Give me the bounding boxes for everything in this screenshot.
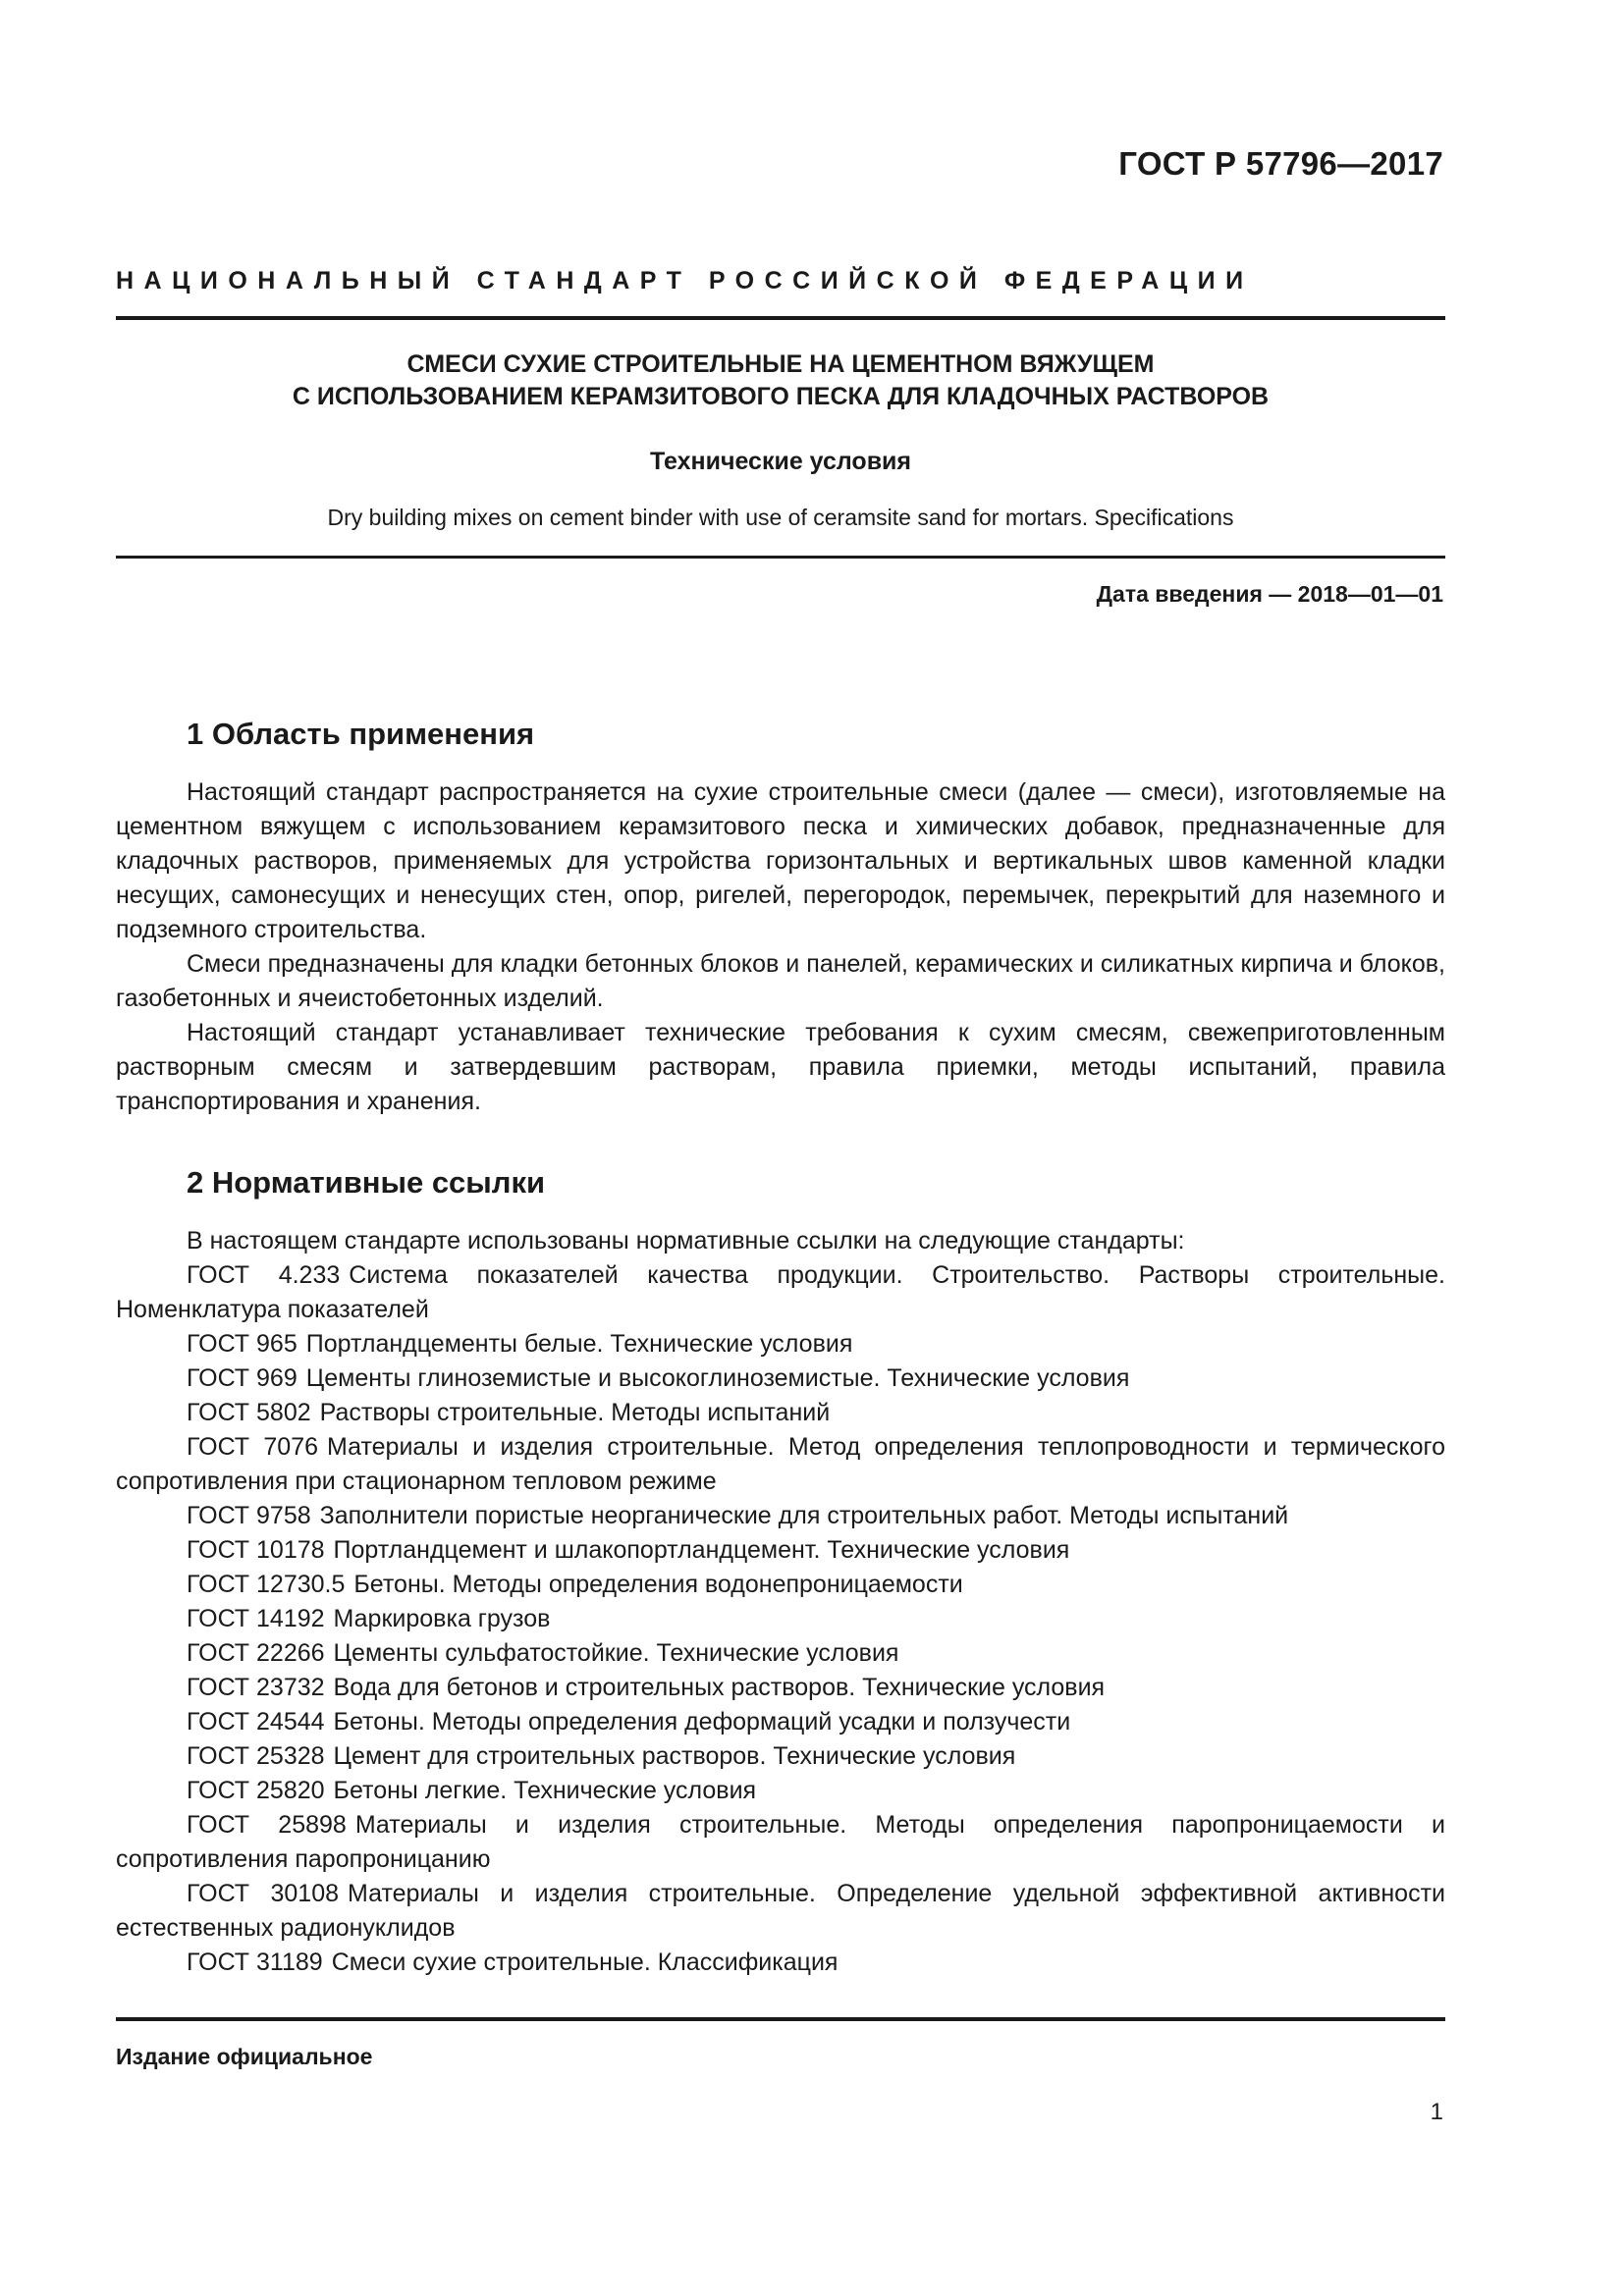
reference-item (116, 1258, 1445, 1327)
reference-item (116, 1774, 1445, 1808)
section-1-paragraph: Настоящий стандарт устанавливает технические требования к сухим смесям, свежеприготовленным растворным смесям и затвердевшим растворам, правила приемки, методы испытаний, правила транспортирования и хранения. (116, 1019, 1445, 1115)
reference-title: Растворы строительные. Методы испытаний (319, 1399, 831, 1426)
reference-code: ГОСТ 969 (187, 1364, 298, 1392)
document-title (116, 348, 1445, 413)
reference-item (116, 1877, 1445, 1946)
reference-item (116, 1568, 1445, 1602)
reference-item (116, 1430, 1445, 1499)
reference-title: Цемент для строительных растворов. Технические условия (333, 1742, 1016, 1770)
reference-code: ГОСТ 25328 (187, 1742, 325, 1770)
section-1-paragraph: Смеси предназначены для кладки бетонных блоков и панелей, керамических и силикатных кирпича и блоков, газобетонных и ячеистобетонных изделий. (116, 950, 1445, 1012)
reference-code: ГОСТ 14192 (187, 1605, 325, 1632)
reference-title: Бетоны. Методы определения водонепроницаемости (353, 1571, 963, 1598)
title-line-2: С ИСПОЛЬЗОВАНИЕМ КЕРАМЗИТОВОГО ПЕСКА ДЛЯ КЛАДОЧНЫХ РАСТВОРОВ (292, 383, 1270, 410)
reference-item (116, 1602, 1445, 1636)
english-title: Dry building mixes on cement binder with use of ceramsite sand for mortars. Specifications (327, 505, 1234, 530)
header-divider (116, 316, 1445, 320)
reference-code: ГОСТ 965 (187, 1330, 298, 1358)
national-standard-banner: НАЦИОНАЛЬНЫЙ СТАНДАРТ РОССИЙСКОЙ ФЕДЕРАЦИИ (116, 267, 1254, 294)
reference-code: ГОСТ 9758 (187, 1502, 311, 1529)
reference-item (116, 1946, 1445, 1980)
reference-title: Материалы и изделия строительные. Методы определения паропроницаемости и сопротивления паропроницанию (116, 1811, 1445, 1873)
reference-item (116, 1671, 1445, 1705)
reference-code: ГОСТ 10178 (187, 1536, 325, 1564)
title-line-1: СМЕСИ СУХИЕ СТРОИТЕЛЬНЫЕ НА ЦЕМЕНТНОМ ВЯЖУЩЕМ (406, 350, 1155, 378)
reference-code: ГОСТ 5802 (187, 1399, 311, 1426)
section-2-heading: 2 Нормативные ссылки (187, 1165, 546, 1200)
reference-title: Цементы сульфатостойкие. Технические условия (333, 1639, 899, 1667)
reference-title: Портландцемент и шлакопортландцемент. Технические условия (333, 1536, 1070, 1564)
reference-item (116, 1636, 1445, 1671)
reference-item (116, 1362, 1445, 1396)
reference-item (116, 1533, 1445, 1568)
reference-item (116, 1499, 1445, 1533)
reference-title: Заполнители пористые неорганические для строительных работ. Методы испытаний (319, 1502, 1289, 1529)
reference-title: Бетоны. Методы определения деформаций усадки и ползучести (333, 1708, 1071, 1735)
document-subtitle: Технические условия (649, 448, 912, 475)
section-1-body (116, 775, 1445, 1119)
page-number: 1 (1430, 2099, 1443, 2125)
section-2-intro: В настоящем стандарте использованы нормативные ссылки на следующие стандарты: (187, 1227, 1185, 1255)
footer-divider (116, 2017, 1445, 2021)
document-number: ГОСТ Р 57796—2017 (1118, 145, 1443, 182)
reference-code: ГОСТ 24544 (187, 1708, 325, 1735)
reference-code: ГОСТ 4.233 (187, 1261, 341, 1289)
reference-code: ГОСТ 30108 (187, 1880, 339, 1907)
title-divider (116, 556, 1445, 559)
reference-title: Смеси сухие строительные. Классификация (331, 1949, 839, 1976)
reference-code: ГОСТ 25898 (187, 1811, 347, 1839)
reference-item (116, 1327, 1445, 1362)
reference-item (116, 1705, 1445, 1739)
reference-code: ГОСТ 12730.5 (187, 1571, 346, 1598)
reference-title: Материалы и изделия строительные. Метод определения теплопроводности и термического сопротивления при стационарном тепловом режиме (116, 1433, 1445, 1495)
reference-title: Вода для бетонов и строительных растворов. Технические условия (333, 1674, 1106, 1701)
reference-title: Портландцементы белые. Технические условия (305, 1330, 853, 1358)
reference-title: Материалы и изделия строительные. Определение удельной эффективной активности естественных радионуклидов (116, 1880, 1445, 1942)
reference-title: Цементы глиноземистые и высокоглиноземистые. Технические условия (305, 1364, 1130, 1392)
reference-title: Система показателей качества продукции. Строительство. Растворы строительные. Номенклатура показателей (116, 1261, 1445, 1323)
reference-item (116, 1739, 1445, 1774)
reference-item (116, 1808, 1445, 1877)
section-2-body (116, 1224, 1445, 1980)
reference-code: ГОСТ 23732 (187, 1674, 325, 1701)
reference-title: Бетоны легкие. Технические условия (333, 1777, 757, 1804)
reference-title: Маркировка грузов (333, 1605, 551, 1632)
reference-code: ГОСТ 22266 (187, 1639, 325, 1667)
reference-code: ГОСТ 25820 (187, 1777, 325, 1804)
introduction-date: Дата введения — 2018—01—01 (1096, 581, 1443, 607)
reference-item (116, 1396, 1445, 1430)
reference-code: ГОСТ 31189 (187, 1949, 323, 1976)
section-1-paragraph: Настоящий стандарт распространяется на сухие строительные смеси (далее — смеси), изготовляемые на цементном вяжущем с использованием керамзитового песка и химических добавок, предназначенные для кладочных растворов, применяемых для устройства горизонтальных и вертикальных швов каменной кладки несущих, самонесущих и ненесущих стен, опор, ригелей, перегородок, перемычек, перекрытий для наземного и подземного строительства. (116, 778, 1445, 943)
section-1-heading: 1 Область применения (187, 717, 535, 751)
reference-code: ГОСТ 7076 (187, 1433, 318, 1461)
official-edition-label: Издание официальное (116, 2044, 373, 2069)
